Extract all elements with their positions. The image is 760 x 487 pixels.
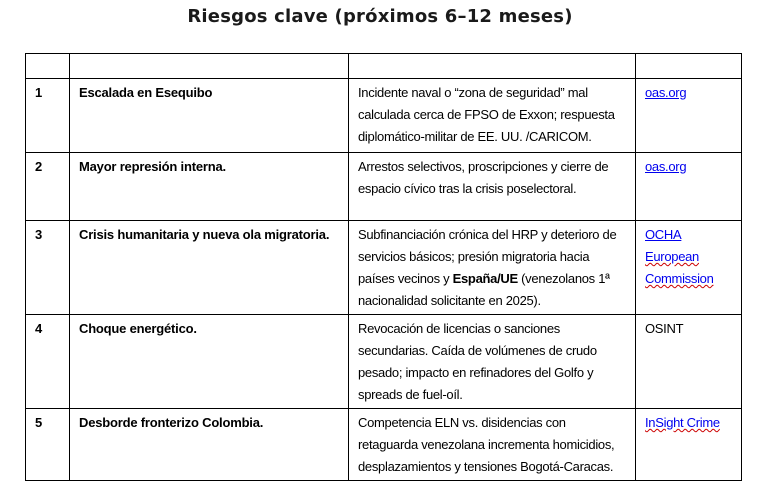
table-row <box>26 153 742 221</box>
table-row <box>26 409 742 481</box>
risk-title: Crisis humanitaria y nueva ola migratoria. <box>70 221 349 315</box>
risk-title: Escalada en Esequibo <box>70 79 349 153</box>
risk-title: Choque energético. <box>70 315 349 409</box>
source-cell <box>636 409 742 481</box>
risk-description-emphasis: España/UE <box>452 271 518 286</box>
row-number: 3 <box>26 221 70 315</box>
row-number: 5 <box>26 409 70 481</box>
table-row <box>26 79 742 153</box>
header-cell-sources <box>636 54 742 79</box>
risk-description-part: Subfinanciación crónica del HRP y deterioro de servicios básicos; presión migratoria hacia países vecinos y <box>358 227 617 286</box>
source-link-insight-crime[interactable]: InSight Crime <box>645 415 720 430</box>
row-number: 4 <box>26 315 70 409</box>
risk-table <box>25 53 742 481</box>
source-cell <box>636 79 742 153</box>
table-row <box>26 315 742 409</box>
risk-title: Desborde fronterizo Colombia. <box>70 409 349 481</box>
row-number: 1 <box>26 79 70 153</box>
risk-description: Incidente naval o “zona de seguridad” mal calculada cerca de FPSO de Exxon; respuesta diplomático-militar de EE. UU. /CARICOM. <box>349 79 636 153</box>
table-header-row <box>26 54 742 79</box>
risk-description: Arrestos selectivos, proscripciones y cierre de espacio cívico tras la crisis poselectoral. <box>349 153 636 221</box>
source-link-oas[interactable]: oas.org <box>645 159 687 174</box>
risk-title: Mayor represión interna. <box>70 153 349 221</box>
source-link-ocha[interactable]: OCHA <box>645 227 682 242</box>
risk-description: Revocación de licencias o sanciones secundarias. Caída de volúmenes de crudo pesado; impacto en refinadores del Golfo y spreads de fuel-oíl. <box>349 315 636 409</box>
page-title: Riesgos clave (próximos 6–12 meses) <box>187 6 573 27</box>
source-cell <box>636 221 742 315</box>
header-cell-risk <box>70 54 349 79</box>
risk-description: Competencia ELN vs. disidencias con retaguarda venezolana incrementa homicidios, desplazamientos y tensiones Bogotá-Caracas. <box>349 409 636 481</box>
source-cell <box>636 153 742 221</box>
table-row <box>26 221 742 315</box>
source-link-european-commission[interactable]: European Commission <box>645 249 714 286</box>
header-cell-num <box>26 54 70 79</box>
source-text-osint: OSINT <box>645 321 684 336</box>
source-cell <box>636 315 742 409</box>
row-number: 2 <box>26 153 70 221</box>
risk-description <box>349 221 636 315</box>
source-link-oas[interactable]: oas.org <box>645 85 687 100</box>
header-cell-description <box>349 54 636 79</box>
risk-description-part: (venezolanos 1ª nacionalidad solicitante en 2025). <box>358 271 610 308</box>
